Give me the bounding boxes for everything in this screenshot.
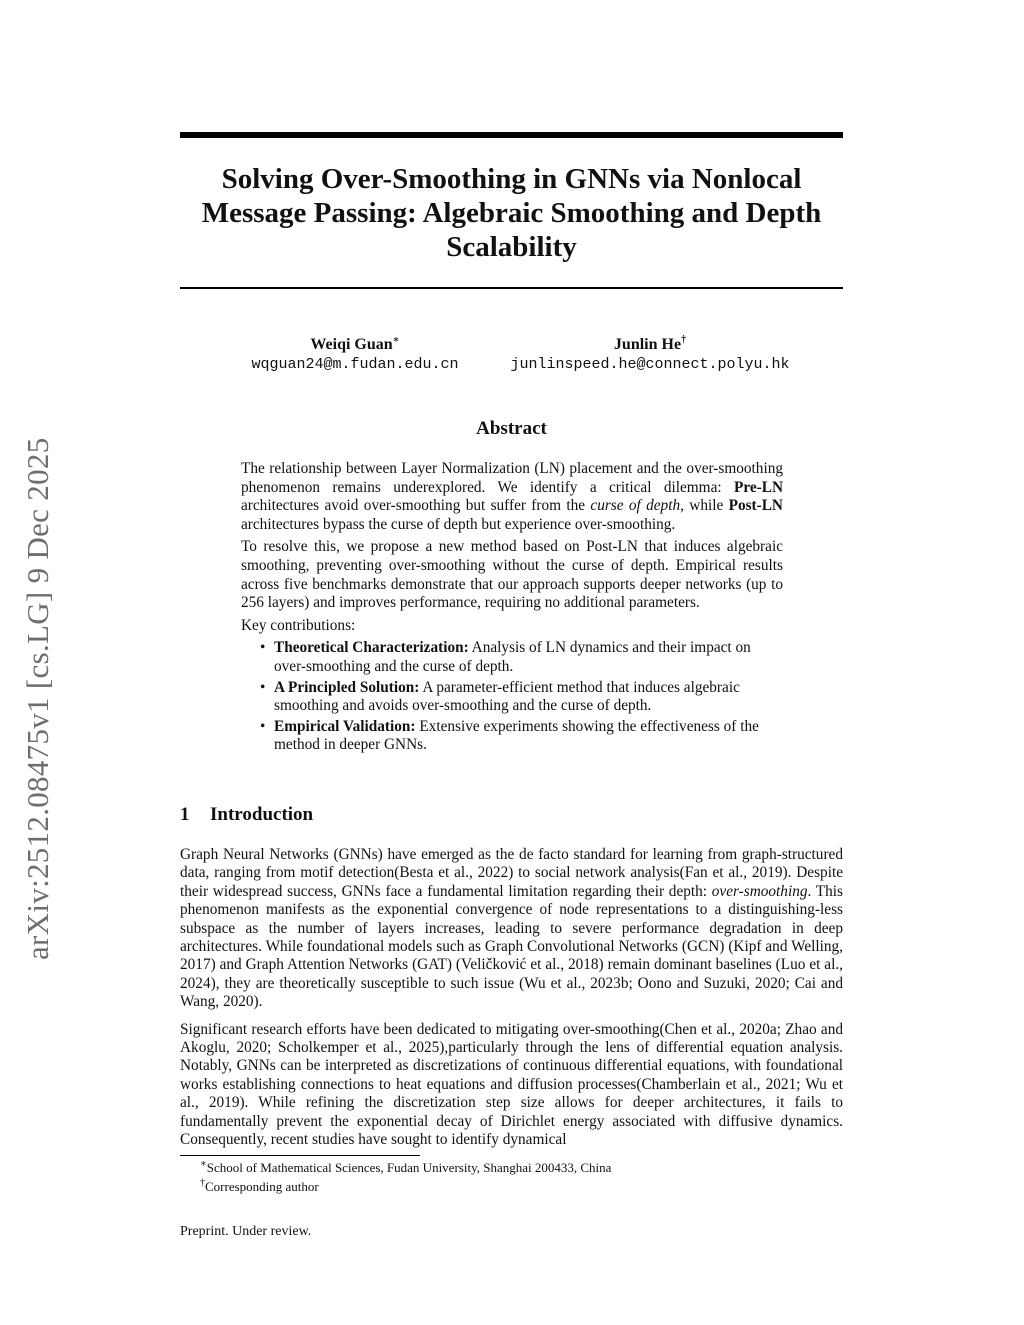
paper-title: Solving Over-Smoothing in GNNs via Nonlocal Message Passing: Algebraic Smoothing and Depth Scalability xyxy=(201,163,822,263)
bullet-icon: • xyxy=(260,678,266,696)
abstract-paragraph-2: To resolve this, we propose a new method based on Post-LN that induces algebraic smoothing, preventing over-smoothing without the curse of depth. Empirical results across five benchmarks demonstrate that our approach supports deeper networks (up to 256 layers) and improves performance, requiring no additional parameters. xyxy=(241,538,783,612)
abstract-paragraph-1: The relationship between Layer Normalization (LN) placement and the over-smoothing phenomenon remains underexplored. We identify a critical dilemma: Pre-LN architectures avoid over-smoothing but suffer from the curse of depth, while Post-LN architectures bypass the curse of depth but experience over-smoothing. xyxy=(241,460,783,533)
title-top-rule xyxy=(180,132,843,138)
author-email[interactable]: wqguan24@m.fudan.edu.cn xyxy=(251,356,459,373)
introduction-body xyxy=(180,846,843,1159)
author-block-1 xyxy=(220,335,490,375)
intro-paragraph-2: Significant research efforts have been dedicated to mitigating over-smoothing(Chen et al., 2020a; Zhao and Akoglu, 2020; Scholkemper et al., 2025),particularly through the lens of differential equation analysis. Notably, GNNs can be interpreted as discretizations of continuous differential equations, with foundational works establishing connections to heat equations and diffusion processes(Chamberlain et al., 2021; Wu et al., 2019). While refining the discretization step size allows for deeper architectures, it fails to fundamentally prevent the exponential decay of Dirichlet energy associated with diffusive dynamics. Consequently, recent studies have sought to identify dynamical xyxy=(180,1020,843,1149)
abstract-body xyxy=(241,460,783,757)
abstract-heading: Abstract xyxy=(476,418,547,439)
title-bottom-rule xyxy=(180,287,843,289)
abstract-paragraph-3: Key contributions: xyxy=(241,616,356,634)
footnote-rule xyxy=(180,1155,420,1156)
section-heading: 1 Introduction xyxy=(180,804,314,825)
author-name: Weiqi Guan∗ xyxy=(310,334,400,353)
footnote-2: †Corresponding author xyxy=(200,1177,319,1194)
arxiv-identifier: arXiv:2512.08475v1 [cs.LG] 9 Dec 2025 xyxy=(20,437,55,960)
list-item: • Empirical Validation: Extensive experiments showing the effectiveness of the method in deeper GNNs. xyxy=(260,717,759,754)
list-item: • Theoretical Characterization: Analysis of LN dynamics and their impact on over-smoothing and the curse of depth. xyxy=(260,639,751,675)
list-item: • A Principled Solution: A parameter-efficient method that induces algebraic smoothing and avoids over-smoothing and the curse of depth. xyxy=(260,678,740,715)
intro-paragraph-1: Graph Neural Networks (GNNs) have emerged as the de facto standard for learning from graph-structured data, ranging from motif detection(Besta et al., 2022) to social network analysis(Fan et al., 2019). Despite their widespread success, GNNs face a fundamental limitation regarding their depth: over-smoothing. This phenomenon manifests as the exponential convergence of node representations to a distinguishing-less subspace as the number of layers increases, leading to severe performance degradation in deep architectures. While foundational models such as Graph Convolutional Networks (GCN) (Kipf and Welling, 2017) and Graph Attention Networks (GAT) (Veličković et al., 2018) remain dominant baselines (Luo et al., 2024), they are theoretically susceptible to such issue (Wu et al., 2023b; Oono and Suzuki, 2020; Cai and Wang, 2020). xyxy=(180,846,843,1011)
author-block-2 xyxy=(500,335,800,375)
contributions-list xyxy=(241,639,783,755)
author-email[interactable]: junlinspeed.he@connect.polyu.hk xyxy=(510,356,790,373)
footnote-1: ∗School of Mathematical Sciences, Fudan University, Shanghai 200433, China xyxy=(200,1158,612,1175)
author-name: Junlin He† xyxy=(613,334,687,353)
bullet-icon: • xyxy=(260,639,266,657)
preprint-footer: Preprint. Under review. xyxy=(180,1224,312,1239)
bullet-icon: • xyxy=(260,717,266,735)
